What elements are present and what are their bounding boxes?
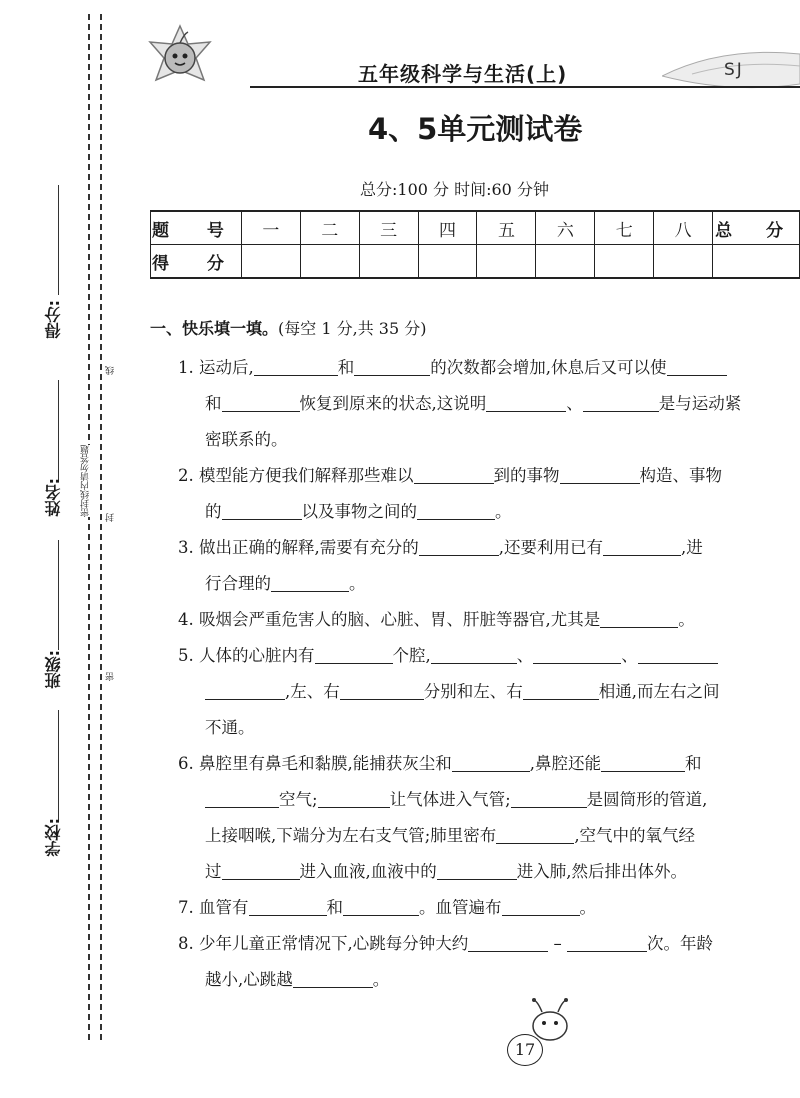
- answer-blank[interactable]: [667, 359, 727, 377]
- score-label: 得分:: [44, 300, 63, 339]
- question-text: 构造、事物: [639, 466, 722, 485]
- score-cell[interactable]: [536, 245, 595, 279]
- score-cell[interactable]: [654, 245, 713, 279]
- question-text: ,还要利用已有: [498, 538, 603, 557]
- question-number: 7.: [178, 898, 194, 917]
- answer-blank[interactable]: [340, 683, 424, 701]
- answer-blank[interactable]: [638, 647, 718, 665]
- school-answer-line: [58, 710, 59, 820]
- question-6-line-4: [205, 858, 687, 882]
- answer-blank[interactable]: [583, 395, 659, 413]
- answer-blank[interactable]: [523, 683, 599, 701]
- question-text: 做出正确的解释,需要有充分的: [199, 538, 419, 557]
- question-4-line-1: [178, 606, 695, 630]
- question-1-line-1: [178, 354, 727, 378]
- question-8-line-1: [178, 930, 713, 954]
- answer-blank[interactable]: [205, 683, 285, 701]
- score-cell[interactable]: [300, 245, 359, 279]
- question-number-label: 题 号: [151, 211, 242, 245]
- score-row-label: 得 分: [151, 245, 242, 279]
- question-text: 、: [516, 646, 534, 665]
- question-text: 。: [349, 574, 366, 593]
- question-text: 个腔,: [392, 646, 431, 665]
- question-2-line-1: [178, 462, 722, 486]
- answer-blank[interactable]: [354, 359, 430, 377]
- answer-blank[interactable]: [468, 935, 548, 953]
- score-table: [150, 210, 800, 279]
- question-text: 鼻腔里有鼻毛和黏膜,能捕获灰尘和: [199, 754, 452, 773]
- question-text: 是圆筒形的管道,: [586, 790, 708, 809]
- answer-blank[interactable]: [486, 395, 566, 413]
- exam-title: 4、5单元测试卷: [368, 112, 583, 146]
- seal-char-mi: 密: [106, 672, 116, 681]
- question-text: 上接咽喉,下端分为左右支气管;肺里密布: [205, 826, 497, 845]
- question-text: 。: [495, 502, 512, 521]
- col-7: 七: [595, 211, 654, 245]
- question-text: 、: [566, 394, 583, 413]
- total-score-cell[interactable]: [713, 245, 800, 279]
- name-label: 姓名:: [44, 478, 63, 517]
- answer-blank[interactable]: [511, 791, 587, 809]
- answer-blank[interactable]: [600, 611, 678, 629]
- question-text: 是与运动紧: [658, 394, 742, 413]
- question-2-line-2: [205, 498, 512, 522]
- answer-blank[interactable]: [417, 503, 495, 521]
- section-heading: [150, 316, 426, 339]
- question-text: 吸烟会严重危害人的脑、心脏、胃、肝脏等器官,尤其是: [199, 610, 601, 629]
- question-3-line-2: [205, 570, 366, 594]
- question-text: 进入血液,血液中的: [299, 862, 437, 881]
- answer-blank[interactable]: [452, 755, 530, 773]
- answer-blank[interactable]: [419, 539, 499, 557]
- question-text: 人体的心脏内有: [199, 646, 315, 665]
- question-text: 恢复到原来的状态,这说明: [299, 394, 487, 413]
- score-table-header-row: [151, 211, 800, 245]
- score-answer-line: [58, 185, 59, 295]
- answer-blank[interactable]: [293, 971, 373, 989]
- answer-blank[interactable]: [502, 899, 580, 917]
- question-text: 和: [326, 898, 343, 917]
- question-text: 模型能方便我们解释那些难以: [199, 466, 414, 485]
- question-number: 3.: [178, 538, 194, 557]
- answer-blank[interactable]: [222, 395, 300, 413]
- question-text: 和: [685, 754, 702, 773]
- col-6: 六: [536, 211, 595, 245]
- binding-dash-line-inner: [100, 14, 102, 1040]
- header-rule: [250, 86, 800, 88]
- question-text: ,左、右: [285, 682, 340, 701]
- question-number: 8.: [178, 934, 194, 953]
- answer-blank[interactable]: [414, 467, 494, 485]
- question-text: 、: [621, 646, 638, 665]
- col-1: 一: [241, 211, 300, 245]
- mascot-icon: [140, 22, 220, 94]
- question-text: 行合理的: [205, 574, 271, 593]
- question-text: 次。年龄: [647, 934, 713, 953]
- question-text: 让气体进入气管;: [389, 790, 511, 809]
- question-text: 。: [678, 610, 695, 629]
- question-8-line-2: [205, 966, 389, 990]
- answer-blank[interactable]: [249, 899, 327, 917]
- name-answer-line: [58, 380, 59, 480]
- question-5-line-1: [178, 642, 718, 666]
- col-8: 八: [654, 211, 713, 245]
- question-text: 以及事物之间的: [301, 502, 417, 521]
- exam-meta: 总分:100 分 时间:60 分钟: [360, 180, 549, 199]
- question-text: 。: [579, 898, 596, 917]
- question-text: 进入肺,然后排出体外。: [516, 862, 687, 881]
- question-text: –: [548, 934, 567, 953]
- question-number: 4.: [178, 610, 194, 629]
- question-text: 密联系的。: [205, 430, 288, 449]
- answer-blank[interactable]: [603, 539, 681, 557]
- question-text: 的: [205, 502, 222, 521]
- answer-blank[interactable]: [318, 791, 390, 809]
- col-2: 二: [300, 211, 359, 245]
- question-3-line-1: [178, 534, 703, 558]
- answer-blank[interactable]: [222, 863, 300, 881]
- score-cell[interactable]: [359, 245, 418, 279]
- answer-blank[interactable]: [601, 755, 685, 773]
- question-text: 到的事物: [493, 466, 560, 485]
- binding-dash-line-outer: [88, 14, 90, 1040]
- score-cell[interactable]: [595, 245, 654, 279]
- question-number: 1.: [178, 358, 194, 377]
- question-text: 越小,心跳越: [205, 970, 293, 989]
- question-number: 2.: [178, 466, 194, 485]
- answer-blank[interactable]: [205, 791, 279, 809]
- answer-blank[interactable]: [533, 647, 621, 665]
- score-cell[interactable]: [477, 245, 536, 279]
- school-label: 学校:: [44, 818, 63, 857]
- question-text: ,进: [681, 538, 703, 557]
- section-note: (每空 1 分,共 35 分): [278, 319, 427, 338]
- score-cell[interactable]: [418, 245, 477, 279]
- answer-blank[interactable]: [567, 935, 647, 953]
- question-text: 和: [337, 358, 355, 377]
- answer-blank[interactable]: [222, 503, 302, 521]
- score-cell[interactable]: [241, 245, 300, 279]
- answer-blank[interactable]: [431, 647, 517, 665]
- question-text: 空气;: [279, 790, 318, 809]
- col-4: 四: [418, 211, 477, 245]
- col-3: 三: [359, 211, 418, 245]
- question-text: 。: [372, 970, 390, 989]
- question-text: 不通。: [205, 718, 255, 737]
- question-text: 。血管遍布: [419, 898, 502, 917]
- question-7-line-1: [178, 894, 596, 918]
- course-title: 五年级科学与生活(上): [358, 62, 568, 86]
- question-text: ,鼻腔还能: [529, 754, 601, 773]
- question-6-line-1: [178, 750, 702, 774]
- answer-blank[interactable]: [254, 359, 338, 377]
- answer-blank[interactable]: [560, 467, 640, 485]
- question-6-line-2: [205, 786, 707, 810]
- score-table-score-row: [151, 245, 800, 279]
- answer-blank[interactable]: [315, 647, 393, 665]
- question-5-line-2: [205, 678, 720, 702]
- edition-mark: SJ: [724, 60, 744, 80]
- seal-note: 密封线内请勿答题: [81, 445, 91, 517]
- question-number: 5.: [178, 646, 194, 665]
- question-5-line-3: [205, 714, 255, 738]
- class-label: 班级:: [44, 650, 63, 689]
- seal-char-line: 线: [106, 366, 116, 375]
- question-text: 的次数都会增加,休息后又可以使: [430, 358, 667, 377]
- question-text: 过: [205, 862, 222, 881]
- total-label: 总 分: [713, 211, 800, 245]
- question-6-line-3: [205, 822, 695, 846]
- question-number: 6.: [178, 754, 194, 773]
- question-text: ,空气中的氧气经: [574, 826, 696, 845]
- question-1-line-3: [205, 426, 288, 450]
- answer-blank[interactable]: [437, 863, 517, 881]
- class-answer-line: [58, 540, 59, 650]
- page-number: 17: [507, 1034, 543, 1066]
- answer-blank[interactable]: [271, 575, 349, 593]
- question-text: 少年儿童正常情况下,心跳每分钟大约: [199, 934, 469, 953]
- question-text: 相通,而左右之间: [598, 682, 720, 701]
- question-text: 分别和左、右: [423, 682, 523, 701]
- question-text: 和: [205, 394, 222, 413]
- section-title: 一、快乐填一填。: [150, 319, 279, 338]
- answer-blank[interactable]: [496, 827, 574, 845]
- question-1-line-2: [205, 390, 741, 414]
- col-5: 五: [477, 211, 536, 245]
- seal-char-feng: 封: [106, 513, 116, 522]
- question-text: 血管有: [199, 898, 249, 917]
- answer-blank[interactable]: [343, 899, 419, 917]
- question-text: 运动后,: [199, 358, 254, 377]
